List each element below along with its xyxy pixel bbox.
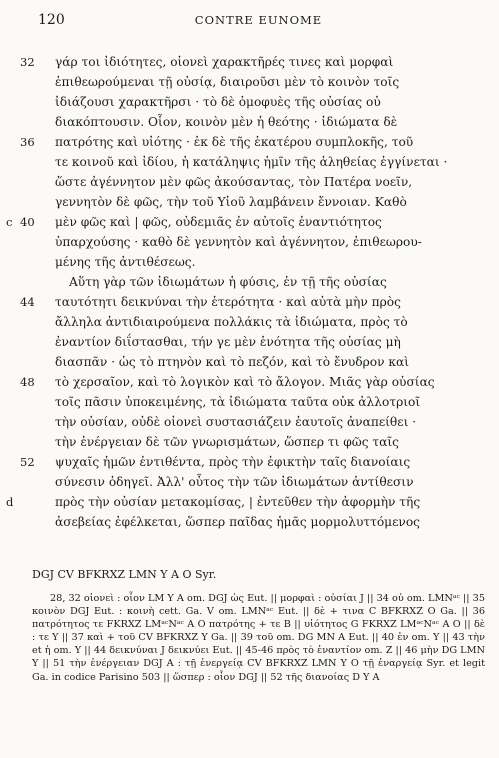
line-number: 44 <box>20 295 35 309</box>
line-number: 40 <box>20 215 35 229</box>
running-title: CONTRE EUNOME <box>194 13 323 27</box>
text-line <box>0 412 499 432</box>
margin-marker: c <box>6 215 13 229</box>
line-text: Αὕτη γὰρ τῶν ἰδιωμάτων ἡ φύσις, ἐν τῇ τῆς οὐσίας <box>69 275 387 289</box>
line-text: πρὸς τὴν οὐσίαν μετακομίσας, | ἐντεῦθεν τὴν ἀφορμὴν τῆς <box>55 495 421 509</box>
apparatus-notes-text: 28, 32 οἱονεὶ : οἷον LM Y A om. DGJ ὡς Eut. || μορφαὶ : οὐσίαι J || 34 οὐ om. LMNᵃᶜ || 35 κοινὸν DGJ Eut. : κοινὴ cett. Ga. V om. LMNᵃᶜ Eut. || δὲ + τινα C BFKRXZ O Ga. || 36 πατρότητος τε FKRXZ LMᵃᶜNᵃᶜ A O πατρότης + τε B || υἱότητος G FKRXZ LMᵃᶜNᵃᶜ A O || δὲ : τε Y || 37 καὶ + τοῦ CV BFKRXZ Y Ga. || 39 τοῦ om. DG MN A Eut. || 40 ἐν om. Y || 43 τὴν et ἡ om. Y || 44 δεικνύναι J δεικνύει Eut. || 45-46 πρὸς τὸ ἐναντίον om. Z || 46 μὴν DG LMN Y || 51 τὴν ἐνέργειαν DGJ A : τῇ ἐνεργείᾳ CV BFKRXZ LMN Y O τῇ ἐναργείᾳ Syr. et legit Ga. in codice Parisino 503 || ὥσπερ : οἷον DGJ || 52 τῆς διανοίας D Y A <box>32 593 485 683</box>
text-line <box>0 92 499 112</box>
line-text: τὴν ἐνέργειαν δὲ τῶν γνωρισμάτων, ὥσπερ τι φῶς ταῖς <box>55 435 400 449</box>
line-text: μένης τῆς ἀντιθέσεως. <box>55 255 196 269</box>
line-text: ἀσεβείας ἐφέλκεται, ὥσπερ παῖδας ἡμᾶς μορμολυττόμενος <box>55 515 420 529</box>
line-text: μὲν φῶς καὶ | φῶς, οὐδεμιᾶς ἐν αὐτοῖς ἐναντιότητος <box>55 215 382 229</box>
text-line <box>0 52 499 72</box>
line-text: διακόπτουσιν. Οἷον, κοινὸν μὲν ἡ θεότης · ἰδιώματα δὲ <box>55 115 398 129</box>
line-number: 32 <box>20 55 35 69</box>
line-number: 52 <box>20 455 35 469</box>
text-line <box>0 312 499 332</box>
line-number: 48 <box>20 375 35 389</box>
line-text: ψυχαῖς ἡμῶν ἐντιθέντα, πρὸς τὴν ἐφικτὴν ταῖς διανοίαις <box>55 455 411 469</box>
main-text <box>0 52 499 532</box>
line-text: ἰδιάζουσι χαρακτῆρσι · τὸ δὲ ὁμοφυὲς τῆς οὐσίας οὐ <box>55 95 381 109</box>
apparatus-notes <box>32 592 485 684</box>
text-line <box>0 152 499 172</box>
text-line <box>0 332 499 352</box>
line-text: τε κοινοῦ καὶ ἰδίου, ἡ κατάληψις ἡμῖν τῆς ἀληθείας ἐγγίνεται · <box>55 155 448 169</box>
text-line <box>0 112 499 132</box>
line-text: πατρότης καὶ υἱότης · ἐκ δὲ τῆς ἑκατέρου συμπλοκῆς, τοῦ <box>55 135 414 149</box>
line-text: γεννητὸν δὲ φῶς, τὴν τοῦ Υἱοῦ λαμβάνειν ἔννοιαν. Καθὸ <box>55 195 407 209</box>
line-text: γάρ τοι ἰδιότητες, οἱονεὶ χαρακτῆρές τινες καὶ μορφαὶ <box>55 55 394 69</box>
text-line <box>0 252 499 272</box>
line-text: τὴν οὐσίαν, οὐδὲ οἱονεὶ συστασιάζειν ἑαυτοῖς ἀναπείθει · <box>55 415 417 429</box>
critical-apparatus <box>32 568 485 684</box>
line-text: ἐπιθεωρούμεναι τῇ οὐσίᾳ, διαιροῦσι μὲν τὸ κοινὸν τοῖς <box>55 75 400 89</box>
line-text: ἄλληλα ἀντιδιαιρούμενα πολλάκις τὰ ἰδιώματα, πρὸς τὸ <box>55 315 408 329</box>
text-line <box>0 272 499 292</box>
line-text: ὑπαρχούσης · καθὸ δὲ γεννητὸν καὶ ἀγέννητον, ἐπιθεωρου- <box>55 235 422 249</box>
text-line <box>0 212 499 232</box>
text-line <box>0 172 499 192</box>
line-number: 36 <box>20 135 35 149</box>
text-line <box>0 232 499 252</box>
line-text: σύνεσιν ὁδηγεῖ. Ἀλλ' οὗτος τὴν τῶν ἰδιωμάτων ἀντίθεσιν <box>55 475 414 489</box>
text-line <box>0 392 499 412</box>
text-line <box>0 452 499 472</box>
text-line <box>0 132 499 152</box>
line-text: τὸ χερσαῖον, καὶ τὸ λογικὸν καὶ τὸ ἄλογον. Μιᾶς γὰρ οὐσίας <box>55 375 435 389</box>
line-text: ταυτότητι δεικνύναι τὴν ἑτερότητα · καὶ αὐτὰ μὴν πρὸς <box>55 295 401 309</box>
text-line <box>0 372 499 392</box>
manuscript-sigla: DGJ CV BFKRXZ LMN Y A O Syr. <box>32 568 217 581</box>
line-text: ὥστε ἀγέννητον μὲν φῶς ἀκούσαντας, τὸν Πατέρα νοεῖν, <box>55 175 413 189</box>
page-number: 120 <box>38 12 65 28</box>
text-line <box>0 292 499 312</box>
page-header <box>38 12 479 32</box>
margin-marker: d <box>6 495 14 509</box>
text-line <box>0 512 499 532</box>
text-line <box>0 472 499 492</box>
text-line <box>0 192 499 212</box>
text-line <box>0 72 499 92</box>
line-text: ἐναντίον διΐστασθαι, τήν γε μὲν ἑνότητα τῆς οὐσίας μὴ <box>55 335 401 349</box>
text-line <box>0 492 499 512</box>
text-line <box>0 432 499 452</box>
text-line <box>0 352 499 372</box>
line-text: διασπᾶν · ὡς τὸ πτηνὸν καὶ τὸ πεζόν, καὶ τὸ ἔνυδρον καὶ <box>55 355 410 369</box>
line-text: τοῖς πᾶσιν ὑποκειμένης, τὰ ἰδιώματα ταῦτα οὐκ ἀλλοτριοῖ <box>55 395 421 409</box>
